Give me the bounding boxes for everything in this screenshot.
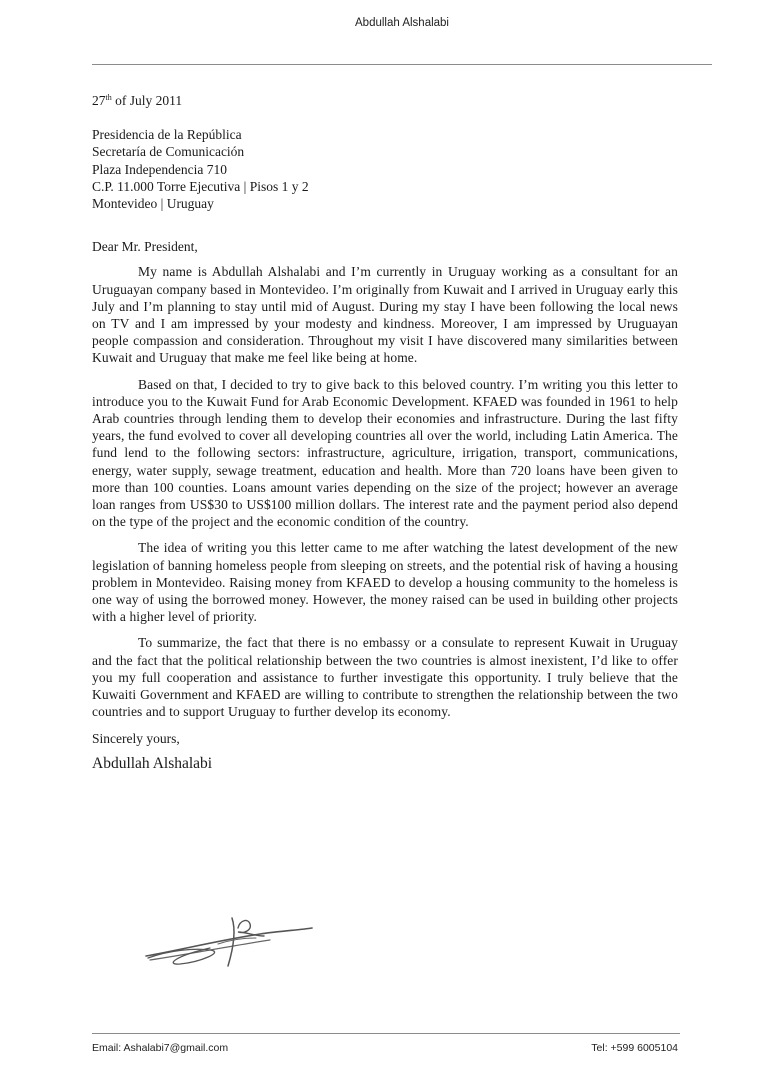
body-paragraph: To summarize, the fact that there is no embassy or a consulate to represent Kuwait in Uruguay and the fact that the political relationship between the two countries is almost inexistent, I’d like to offer you my full cooperation and assistance to further investigate this opportunity. I truly believe that the Kuwaiti Government and KFAED are willing to contribute to strengthen the relationship between the two countries and to support Uruguay to further develop its economy. xyxy=(92,635,678,720)
page-header xyxy=(92,17,712,65)
date-rest: of July 2011 xyxy=(111,93,183,108)
address-line: Montevideo | Uruguay xyxy=(92,196,214,212)
body-paragraph: My name is Abdullah Alshalabi and I’m currently in Uruguay working as a consultant for an Uruguayan company based in Montevideo. I’m originally from Kuwait and I arrived in Uruguay early this July and I’m planning to stay until mid of August. During my stay I have been following the local news on TV and I am impressed by your modesty and kindness. Moreover, I am impressed by Uruguayan people compassion and consideration. Throughout my visit I have discovered many similarities between Kuwait and Uruguay that make me feel like being at home. xyxy=(92,264,678,366)
body-paragraph: Based on that, I decided to try to give back to this beloved country. I’m writing you this letter to introduce you to the Kuwait Fund for Arab Economic Development. KFAED was founded in 1961 to help Arab countries through lending them to develop their economies and infrastructure. During the last fifty years, the fund evolved to cover all developing countries all over the world, including Latin America. The fund lend to the following sectors: infrastructure, agriculture, irrigation, transport, communications, energy, water supply, sewage treatment, education and health. More than 720 loans have been given to more than 100 counties. Loans amount varies depending on the size of the project; however an average loan ranges from US$30 to US$100 million dollars. The interest rate and the payment period also depend on the type of the project and the economic condition of the country. xyxy=(92,376,678,530)
footer-phone: Tel: +599 6005104 xyxy=(591,1042,678,1054)
salutation: Dear Mr. President, xyxy=(92,239,198,255)
signature-name: Abdullah Alshalabi xyxy=(92,754,213,772)
address-line: C.P. 11.000 Torre Ejecutiva | Pisos 1 y 2 xyxy=(92,178,309,194)
recipient-address xyxy=(92,126,678,212)
address-line: Plaza Independencia 710 xyxy=(92,161,227,177)
address-line: Presidencia de la República xyxy=(92,127,242,143)
body-paragraph: The idea of writing you this letter came to me after watching the latest development of the new legislation of banning homeless people from sleeping on streets, and the potential risk of having a housing problem in Montevideo. Raising money from KFAED to develop a housing community to the homeless is one way of using the borrowed money. However, the money raised can be used in building other projects with a higher level of priority. xyxy=(92,540,678,625)
letter-body xyxy=(92,92,678,772)
letter-date xyxy=(92,92,678,109)
date-day: 27 xyxy=(92,93,106,108)
header-author-name: Abdullah Alshalabi xyxy=(355,17,449,29)
handwritten-signature xyxy=(140,910,320,980)
address-line: Secretaría de Comunicación xyxy=(92,144,245,160)
date-suffix: th xyxy=(105,93,112,102)
footer-email[interactable]: Email: Ashalabi7@gmail.com xyxy=(92,1042,229,1054)
closing: Sincerely yours, xyxy=(92,730,180,746)
page-footer xyxy=(92,1033,680,1054)
